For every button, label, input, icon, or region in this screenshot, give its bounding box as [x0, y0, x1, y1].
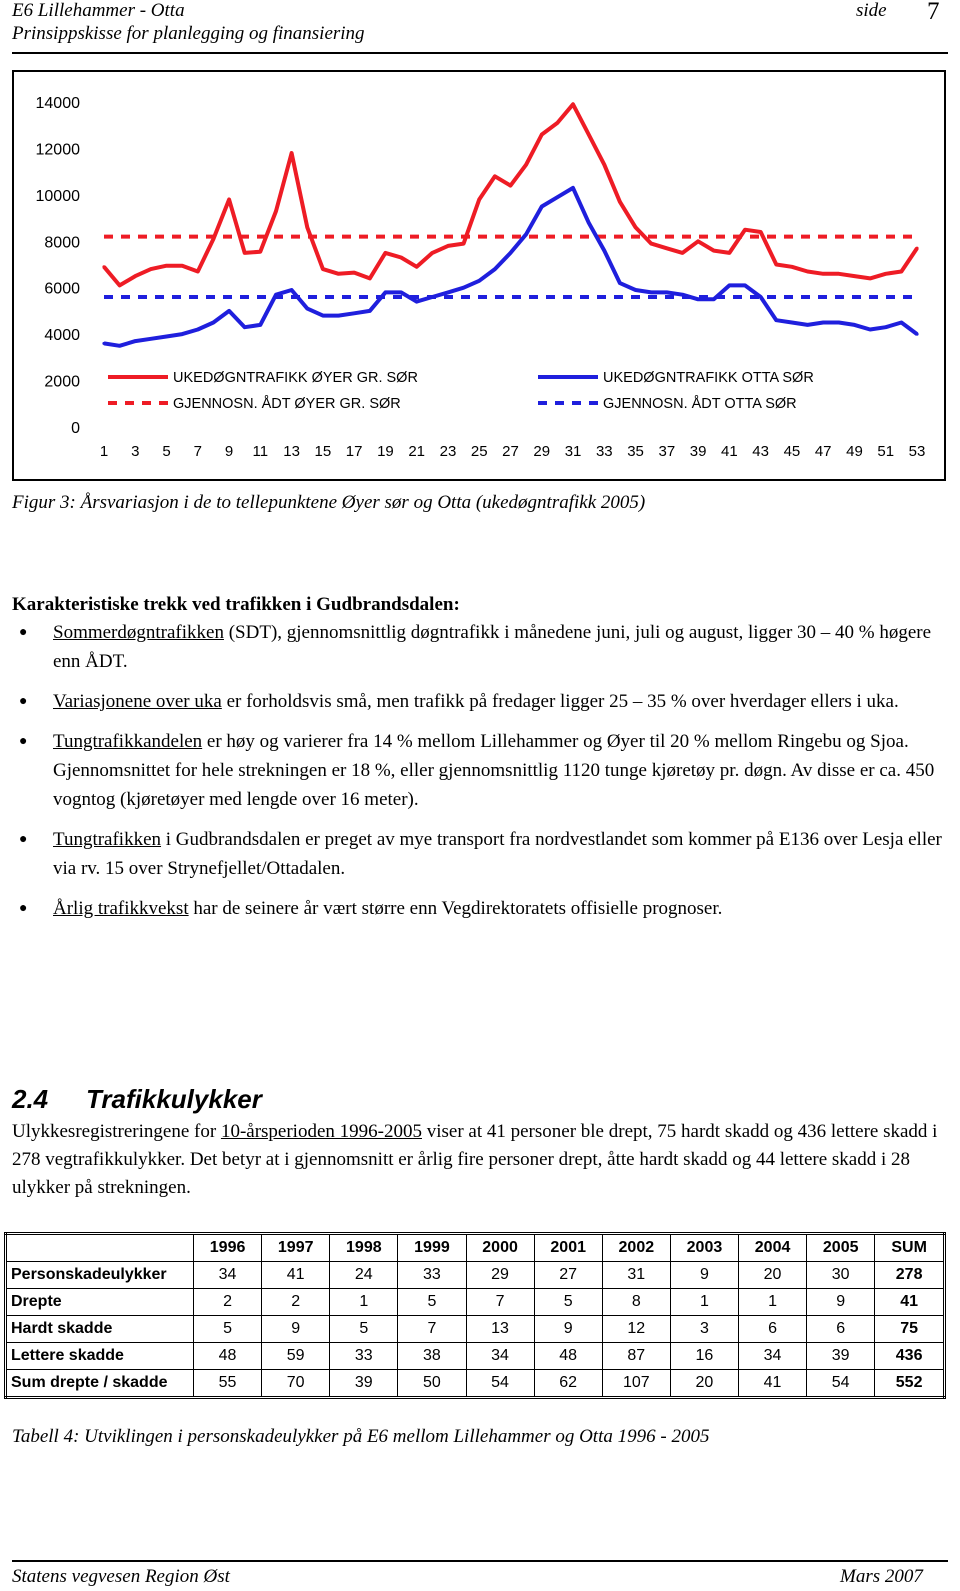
data-point — [118, 284, 121, 287]
x-tick-label: 7 — [193, 443, 202, 460]
traffic-chart-frame — [12, 70, 946, 481]
table-cell: 70 — [262, 1370, 330, 1398]
data-point — [900, 321, 903, 324]
data-point — [181, 264, 184, 267]
table-cell: 54 — [466, 1370, 534, 1398]
table-row-label: Hardt skadde — [6, 1316, 194, 1343]
bullet-item — [12, 894, 948, 923]
x-tick-label: 45 — [783, 443, 801, 460]
x-tick-label: 51 — [877, 443, 895, 460]
table-sum-cell: 436 — [875, 1343, 945, 1370]
data-point — [759, 230, 762, 233]
data-point — [149, 268, 152, 271]
x-tick-label: 3 — [131, 443, 140, 460]
data-point — [509, 251, 512, 254]
data-point — [743, 228, 746, 231]
table-sum-cell: 552 — [875, 1370, 945, 1398]
data-point — [259, 250, 262, 253]
x-tick-label: 25 — [470, 443, 488, 460]
table-cell: 48 — [194, 1343, 262, 1370]
table-cell: 34 — [739, 1343, 807, 1370]
table-sum-cell: 41 — [875, 1289, 945, 1316]
x-tick-label: 9 — [224, 443, 234, 460]
data-point — [634, 288, 637, 291]
table-header-cell: 1999 — [398, 1234, 466, 1262]
data-point — [728, 284, 731, 287]
paragraph-text-before: Ulykkesregistreringene for — [12, 1121, 221, 1142]
y-tick-label: 8000 — [44, 234, 80, 252]
table-cell: 13 — [466, 1316, 534, 1343]
table-row — [6, 1289, 945, 1316]
bullet-dot-icon: ● — [19, 734, 28, 749]
data-point — [165, 264, 168, 267]
table-cell: 9 — [534, 1316, 602, 1343]
section-2-4-heading — [12, 1084, 262, 1114]
y-tick-label: 14000 — [35, 95, 80, 112]
x-tick-label: 1 — [99, 443, 109, 460]
y-tick-label: 2000 — [44, 373, 80, 391]
data-point — [493, 268, 496, 271]
table-cell: 16 — [670, 1343, 738, 1370]
table-row — [6, 1262, 945, 1289]
heading-title: Trafikkulykker — [86, 1084, 262, 1114]
table-header-row — [6, 1234, 945, 1262]
table-cell: 24 — [330, 1262, 398, 1289]
data-point — [759, 295, 762, 298]
bullet-item — [12, 825, 948, 883]
data-point — [384, 251, 387, 254]
table-row-label: Sum drepte / skadde — [6, 1370, 194, 1398]
data-point — [603, 163, 606, 166]
data-point — [243, 326, 246, 329]
footer-date: Mars 2007 — [840, 1566, 923, 1587]
data-point — [181, 333, 184, 336]
bullet-lead: Tungtrafikken — [53, 829, 162, 850]
x-tick-label: 53 — [908, 443, 926, 460]
table-cell: 34 — [466, 1343, 534, 1370]
table-cell: 55 — [194, 1370, 262, 1398]
legend-label: UKEDØGNTRAFIKK OTTA SØR — [603, 370, 814, 386]
table-cell: 2 — [194, 1289, 262, 1316]
bullet-text: i Gudbrandsdalen er preget av mye transport fra nordvestlandet som kommer på E136 over Lesja eller via rv. 15 over Strynefjellet/Ottadalen. — [53, 829, 942, 879]
document-title: E6 Lillehammer - Otta — [12, 0, 185, 21]
data-point — [915, 247, 918, 250]
data-point — [884, 326, 887, 329]
table-sum-cell: 278 — [875, 1262, 945, 1289]
table-cell: 20 — [670, 1370, 738, 1398]
table-cell: 59 — [262, 1343, 330, 1370]
data-point — [650, 291, 653, 294]
data-point — [306, 226, 309, 229]
data-point — [697, 240, 700, 243]
bullet-lead: Variasjonene over uka — [53, 691, 222, 712]
x-tick-label: 21 — [408, 443, 426, 460]
accident-table — [4, 1232, 946, 1399]
data-point — [227, 309, 230, 312]
page-label: side — [856, 0, 887, 21]
data-point — [102, 342, 105, 345]
table-header-cell: 1997 — [262, 1234, 330, 1262]
x-tick-label: 31 — [564, 443, 582, 460]
data-point — [290, 151, 293, 154]
data-point — [853, 323, 856, 326]
table-cell: 38 — [398, 1343, 466, 1370]
data-point — [415, 300, 418, 303]
data-point — [822, 321, 825, 324]
data-point — [525, 233, 528, 236]
table-cell: 48 — [534, 1343, 602, 1370]
x-tick-label: 11 — [252, 443, 269, 460]
paragraph-text-after: viser at 41 personer ble drept, 75 hardt skadd og 436 lettere skadd i 278 vegtrafikkulykker. Det betyr at i gjennomsnitt er årlig fire personer drept, åtte hardt skadd og 44 lettere skadd i 28 ulykker på strekningen. — [12, 1121, 938, 1198]
table-header-cell: 2001 — [534, 1234, 602, 1262]
document-subtitle: Prinsippskisse for planlegging og finansiering — [12, 23, 365, 44]
data-point — [712, 298, 715, 301]
data-point — [321, 268, 324, 271]
data-point — [227, 198, 230, 201]
y-tick-label: 4000 — [44, 327, 80, 345]
table-cell: 5 — [194, 1316, 262, 1343]
data-point — [915, 333, 918, 336]
table-cell: 50 — [398, 1370, 466, 1398]
data-point — [353, 312, 356, 315]
data-point — [290, 288, 293, 291]
table-cell: 39 — [807, 1343, 875, 1370]
data-point — [196, 270, 199, 273]
table-header-cell: 2003 — [670, 1234, 738, 1262]
data-point — [399, 291, 402, 294]
table-header-cell: 2005 — [807, 1234, 875, 1262]
y-tick-label: 6000 — [44, 280, 80, 298]
legend-label: UKEDØGNTRAFIKK ØYER GR. SØR — [173, 370, 418, 386]
data-point — [790, 321, 793, 324]
data-point — [462, 286, 465, 289]
data-point — [884, 272, 887, 275]
table-cell: 3 — [670, 1316, 738, 1343]
data-point — [900, 270, 903, 273]
data-point — [165, 335, 168, 338]
data-point — [728, 251, 731, 254]
table-cell: 87 — [602, 1343, 670, 1370]
heading-number: 2.4 — [12, 1084, 49, 1114]
data-point — [853, 275, 856, 278]
x-tick-label: 19 — [377, 443, 394, 460]
traffic-line-chart — [14, 72, 944, 479]
table-cell: 6 — [739, 1316, 807, 1343]
section-heading: Karakteristiske trekk ved trafikken i Gudbrandsdalen: — [12, 594, 460, 615]
table-row — [6, 1316, 945, 1343]
data-point — [665, 291, 668, 294]
x-tick-label: 39 — [689, 443, 707, 460]
data-point — [525, 163, 528, 166]
table-header-cell: 2000 — [466, 1234, 534, 1262]
table-header-cell: 2004 — [739, 1234, 807, 1262]
data-point — [196, 328, 199, 331]
data-point — [587, 133, 590, 136]
table-cell: 5 — [330, 1316, 398, 1343]
table-cell: 6 — [807, 1316, 875, 1343]
table-header-cell: 1998 — [330, 1234, 398, 1262]
legend-label: GJENNOSN. ÅDT ØYER GR. SØR — [173, 396, 401, 412]
x-tick-label: 5 — [162, 443, 171, 460]
table-cell: 33 — [330, 1343, 398, 1370]
data-point — [368, 277, 371, 280]
data-point — [353, 271, 356, 274]
data-point — [571, 186, 574, 189]
data-point — [868, 277, 871, 280]
table-cell: 34 — [194, 1262, 262, 1289]
x-tick-label: 27 — [502, 443, 519, 460]
data-point — [478, 279, 481, 282]
bullet-text: er forholdsvis små, men trafikk på fredager ligger 25 – 35 % over hverdager ellers i uka. — [221, 691, 899, 712]
table-cell: 1 — [739, 1289, 807, 1316]
table-row-label: Lettere skadde — [6, 1343, 194, 1370]
data-point — [118, 344, 121, 347]
data-point — [243, 251, 246, 254]
bullet-list — [12, 618, 948, 934]
series-line — [104, 104, 917, 285]
data-point — [587, 221, 590, 224]
table-cell: 1 — [670, 1289, 738, 1316]
table-cell: 7 — [398, 1316, 466, 1343]
y-tick-label: 10000 — [35, 187, 80, 205]
data-point — [446, 291, 449, 294]
data-point — [634, 226, 637, 229]
table-row-label: Drepte — [6, 1289, 194, 1316]
table-cell: 62 — [534, 1370, 602, 1398]
bullet-text: (SDT), gjennomsnittlig døgntrafikk i månedene juni, juli og august, ligger 30 – 40 % høgere enn ÅDT. — [53, 622, 932, 672]
x-tick-label: 15 — [314, 443, 332, 460]
x-tick-label: 35 — [627, 443, 644, 460]
footer-rule — [12, 1560, 948, 1562]
data-point — [822, 272, 825, 275]
data-point — [540, 133, 543, 136]
data-point — [618, 281, 621, 284]
data-point — [556, 196, 559, 199]
data-point — [134, 340, 137, 343]
data-point — [306, 307, 309, 310]
bullet-dot-icon: ● — [19, 625, 28, 640]
table-cell: 2 — [262, 1289, 330, 1316]
data-point — [540, 205, 543, 208]
data-point — [478, 198, 481, 201]
data-point — [321, 314, 324, 317]
data-point — [399, 256, 402, 259]
data-point — [493, 175, 496, 178]
bullet-dot-icon: ● — [19, 694, 28, 709]
data-point — [712, 249, 715, 252]
data-point — [415, 265, 418, 268]
data-point — [556, 121, 559, 124]
data-point — [868, 328, 871, 331]
data-point — [790, 265, 793, 268]
data-point — [650, 242, 653, 245]
data-point — [603, 249, 606, 252]
bullet-text: er høy og varierer fra 14 % mellom Lillehammer og Øyer til 20 % mellom Ringebu og Sjoa. Gjennomsnittet for hele strekningen er 18 %, eller gjennomsnittlig 1120 tunge kjøretøy pr. døgn. Av disse er ca. 450 vogntog (kjøretøyer med lengde over 16 meter). — [53, 731, 935, 810]
table-row — [6, 1370, 945, 1398]
table-cell: 107 — [602, 1370, 670, 1398]
data-point — [775, 319, 778, 322]
table-header-cell: SUM — [875, 1234, 945, 1262]
y-tick-label: 0 — [71, 420, 80, 437]
data-point — [665, 247, 668, 250]
table-cell: 30 — [807, 1262, 875, 1289]
data-point — [509, 184, 512, 187]
data-point — [681, 251, 684, 254]
data-point — [618, 200, 621, 203]
bullet-dot-icon: ● — [19, 832, 28, 847]
bullet-item — [12, 618, 948, 676]
data-point — [274, 210, 277, 213]
table-header-cell: 1996 — [194, 1234, 262, 1262]
table-row-label: Personskadeulykker — [6, 1262, 194, 1289]
data-point — [806, 323, 809, 326]
table-cell: 8 — [602, 1289, 670, 1316]
table-row — [6, 1343, 945, 1370]
table-cell: 41 — [739, 1370, 807, 1398]
table-cell: 5 — [398, 1289, 466, 1316]
data-point — [837, 321, 840, 324]
paragraph-period-link: 10-årsperioden 1996-2005 — [220, 1121, 422, 1142]
table-sum-cell: 75 — [875, 1316, 945, 1343]
table-cell: 9 — [807, 1289, 875, 1316]
table-header-cell: 2002 — [602, 1234, 670, 1262]
data-point — [134, 275, 137, 278]
x-tick-label: 33 — [595, 443, 613, 460]
data-point — [431, 251, 434, 254]
table-cell: 31 — [602, 1262, 670, 1289]
bullet-dot-icon: ● — [19, 901, 28, 916]
table-cell: 27 — [534, 1262, 602, 1289]
table-header-blank — [6, 1234, 194, 1262]
table-cell: 9 — [262, 1316, 330, 1343]
data-point — [368, 309, 371, 312]
table-cell: 20 — [739, 1262, 807, 1289]
x-tick-label: 17 — [345, 443, 363, 460]
data-point — [446, 244, 449, 247]
bullet-item — [12, 727, 948, 814]
figure-caption: Figur 3: Årsvariasjon i de to tellepunktene Øyer sør og Otta (ukedøgntrafikk 2005) — [12, 492, 646, 513]
data-point — [212, 321, 215, 324]
x-tick-label: 13 — [283, 443, 300, 460]
bullet-lead: Årlig trafikkvekst — [53, 898, 189, 919]
x-tick-label: 49 — [846, 443, 863, 460]
table-cell: 39 — [330, 1370, 398, 1398]
table-cell: 54 — [807, 1370, 875, 1398]
x-tick-label: 41 — [721, 443, 738, 460]
legend-label: GJENNOSN. ÅDT OTTA SØR — [603, 396, 797, 412]
table-cell: 12 — [602, 1316, 670, 1343]
data-point — [571, 103, 574, 106]
x-tick-label: 43 — [752, 443, 769, 460]
table-caption: Tabell 4: Utviklingen i personskadeulykker på E6 mellom Lillehammer og Otta 1996 - 2005 — [12, 1426, 710, 1447]
table-cell: 5 — [534, 1289, 602, 1316]
footer-organization: Statens vegvesen Region Øst — [12, 1566, 230, 1587]
bullet-item — [12, 687, 948, 716]
x-tick-label: 29 — [533, 443, 551, 460]
data-point — [775, 263, 778, 266]
x-tick-label: 23 — [439, 443, 457, 460]
data-point — [337, 314, 340, 317]
table-cell: 41 — [262, 1262, 330, 1289]
table-cell: 7 — [466, 1289, 534, 1316]
page-number: 7 — [927, 0, 940, 25]
bullet-text: har de seinere år vært større enn Vegdirektoratets offisielle prognoser. — [188, 898, 723, 919]
accident-paragraph — [12, 1118, 948, 1202]
data-point — [384, 291, 387, 294]
y-tick-label: 12000 — [35, 141, 80, 159]
header-rule — [12, 52, 948, 54]
data-point — [743, 284, 746, 287]
data-point — [102, 265, 105, 268]
x-tick-label: 37 — [658, 443, 676, 460]
table-cell: 29 — [466, 1262, 534, 1289]
data-point — [462, 242, 465, 245]
data-point — [806, 270, 809, 273]
data-point — [259, 323, 262, 326]
table-cell: 9 — [670, 1262, 738, 1289]
x-tick-label: 47 — [814, 443, 832, 460]
data-point — [337, 272, 340, 275]
bullet-lead: Sommerdøgntrafikken — [53, 622, 224, 643]
table-cell: 33 — [398, 1262, 466, 1289]
data-point — [149, 337, 152, 340]
data-point — [837, 272, 840, 275]
table-cell: 1 — [330, 1289, 398, 1316]
bullet-lead: Tungtrafikkandelen — [53, 731, 203, 752]
